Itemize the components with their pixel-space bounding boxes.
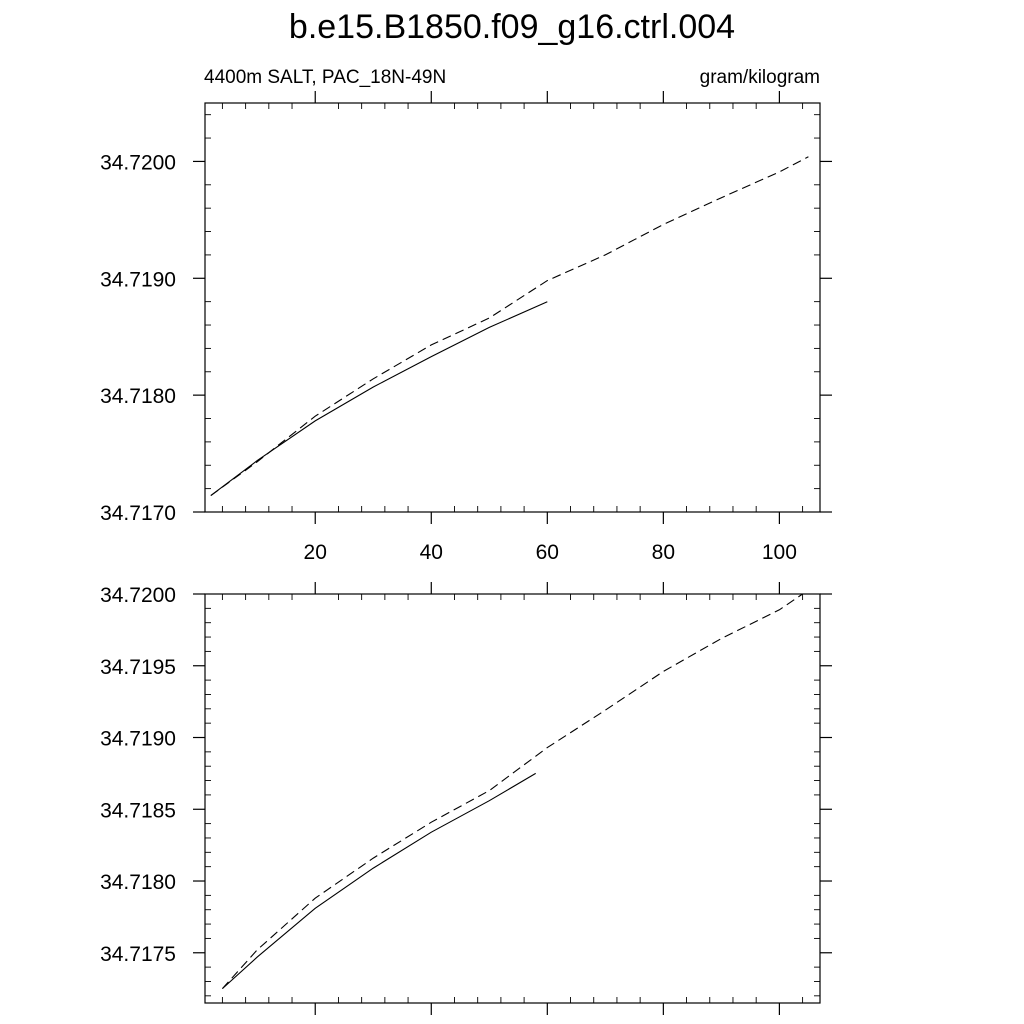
y-tick-label: 34.7195 bbox=[100, 655, 176, 679]
top-panel bbox=[100, 91, 832, 564]
y-tick-label: 34.7190 bbox=[100, 727, 176, 751]
y-tick-label: 34.7175 bbox=[100, 942, 176, 966]
plot-frame bbox=[205, 103, 820, 512]
y-tick-label: 34.7200 bbox=[100, 584, 176, 607]
dashed-series-line bbox=[222, 594, 802, 989]
x-tick-label: 20 bbox=[303, 541, 327, 564]
plot-frame bbox=[205, 594, 820, 1003]
x-tick-label: 80 bbox=[651, 541, 676, 564]
y-tick-label: 34.7180 bbox=[100, 385, 176, 409]
y-tick-label: 34.7190 bbox=[100, 268, 176, 292]
bottom-panel bbox=[100, 582, 832, 1015]
right-subtitle: gram/kilogram bbox=[699, 67, 820, 88]
y-tick-label: 34.7185 bbox=[100, 799, 176, 823]
y-tick-label: 34.7200 bbox=[100, 151, 176, 175]
x-tick-label: 100 bbox=[761, 541, 797, 564]
solid-series-line bbox=[222, 773, 535, 988]
left-subtitle: 4400m SALT, PAC_18N-49N bbox=[204, 67, 447, 88]
dashed-series-line bbox=[211, 157, 809, 496]
y-tick-label: 34.7180 bbox=[100, 871, 176, 895]
x-tick-label: 40 bbox=[419, 541, 443, 564]
figure-title: b.e15.B1850.f09_g16.ctrl.004 bbox=[288, 8, 736, 46]
x-tick-label: 60 bbox=[535, 541, 559, 564]
y-tick-label: 34.7170 bbox=[100, 502, 176, 525]
solid-series-line bbox=[211, 302, 548, 496]
